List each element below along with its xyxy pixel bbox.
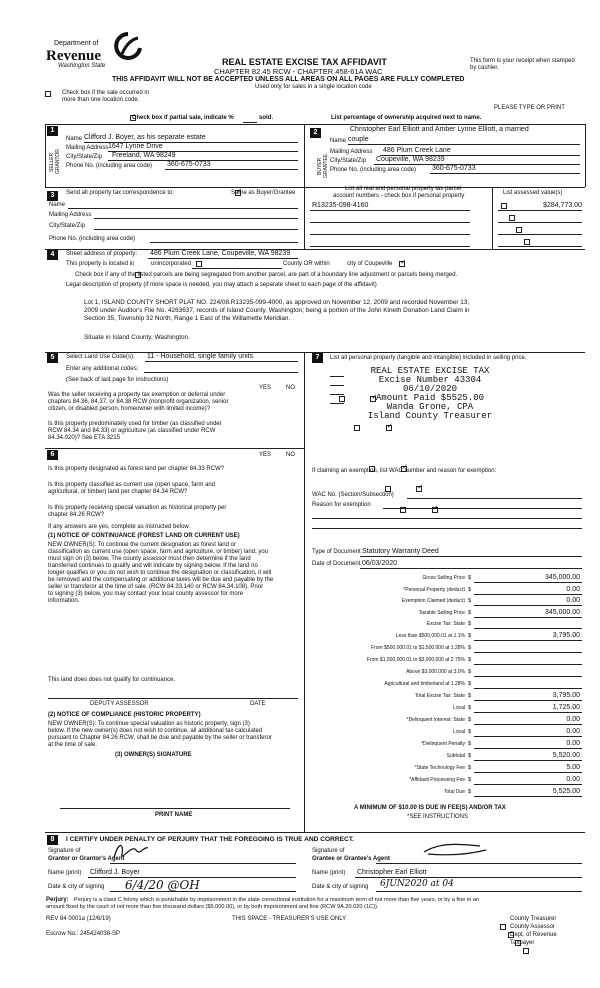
tax-row-value[interactable]: 3,795.00: [552, 692, 580, 699]
tax-row-dollar: $: [468, 741, 472, 747]
receipt-note: This form is your receipt when stamped by cashier.: [470, 58, 575, 72]
tax-row-label: *State Technology Fee: [414, 765, 465, 771]
tax-row-dollar: $: [468, 609, 472, 616]
section-1-badge: 1: [47, 126, 58, 136]
sec6-q1: Is this property designated as forest land per chapter 84.33 RCW?: [48, 466, 225, 472]
notice-continuance-7: seller or transferor at the time of sale. (RCW 84.33.140 or RCW 84.34.108). Prior: [48, 584, 264, 590]
seller-phone-label: Phone No. (including area code): [66, 163, 153, 169]
exemption-label: If claiming an exemption, list WAC number and reason for exemption:: [312, 468, 497, 474]
tax-row-label: Total Due: [443, 789, 465, 795]
form-revision: REV 84 0001a (12/6/19): [46, 916, 111, 922]
buyer-phone-label: Phone No. (including area code): [330, 167, 417, 173]
sec5-q1-yes-checkbox[interactable]: [339, 396, 345, 402]
assessed-value[interactable]: $284,773.00: [543, 202, 582, 209]
tax-row-label: *Delinquent Penalty: [421, 741, 465, 747]
grantee-date-city-label: Date & city of signing: [312, 884, 369, 890]
tax-row-label: *Delinquent Interest: State: [406, 717, 465, 723]
qualify-continuance: This land does does not qualify for continuance.: [48, 677, 176, 683]
tax-row-label: Total Excise Tax: State: [414, 693, 465, 699]
stamp-line-4: Amount Paid $5525.00: [375, 393, 485, 403]
notice-compliance-title: (2) NOTICE OF COMPLIANCE (HISTORIC PROPERTY): [48, 712, 201, 718]
seller-side-label: SELLER GRANTOR: [49, 149, 61, 175]
logo-dept-name: Revenue: [46, 48, 101, 64]
copy-taxpayer: Taxpayer: [510, 940, 535, 946]
stamp-line-5: Wanda Grone, CPA: [386, 402, 474, 412]
buyer-name-label: Name: [330, 138, 347, 144]
grantee-date-city[interactable]: 6JUN2020 at 04: [380, 879, 454, 889]
section-5-badge: 5: [47, 353, 58, 363]
copy-county-assessor: County Assessor: [510, 924, 556, 930]
tax-row-label: Local: [453, 729, 465, 735]
sec5-q2-yes-checkbox[interactable]: [354, 425, 360, 431]
grantee-name-print-label: Name (print): [312, 870, 346, 876]
tax-row-dollar: $: [468, 789, 472, 795]
stamp-line-3: 06/10/2020: [402, 384, 457, 394]
city-of-label: city of Coupeville: [347, 261, 393, 267]
county-or-label: County OR within: [283, 261, 330, 267]
city-of-checkbox[interactable]: [399, 261, 405, 267]
tax-row-label: Local: [453, 705, 465, 711]
form-warning: THIS AFFIDAVIT WILL NOT BE ACCEPTED UNLESS ALL AREAS ON ALL PAGES ARE FULLY COMPLETED: [112, 76, 465, 83]
section-3-badge: 3: [47, 191, 58, 201]
notice-continuance-4: transferred continues to qualify and will indicate by signing below. If the land no: [48, 563, 258, 569]
doc-type[interactable]: Statutory Warranty Deed: [362, 548, 439, 555]
tax-row-value[interactable]: 0.00: [566, 716, 580, 723]
perjury-text-1: Perjury is a class C felony which is punishable by imprisonment in the state correctional institution for a maximum term of not more than five years, or by a fine in an: [74, 897, 480, 903]
section-8-badge: 8: [47, 835, 58, 845]
partial-sale-sold: sold.: [259, 115, 274, 121]
seller-city-state-zip[interactable]: Freeland, WA 98249: [112, 152, 176, 159]
partial-sale-label: Check box if partial sale, indicate %: [132, 115, 234, 121]
tax-row-value[interactable]: 0.00: [566, 585, 580, 593]
tax-row-label: Less than $500,000.01 at 1.1%: [395, 633, 465, 639]
tax-row-label: *Personal Property (deduct): [403, 586, 465, 593]
see-instructions-note: *SEE INSTRUCTIONS: [407, 814, 469, 820]
tax-row-value[interactable]: 0.00: [566, 740, 580, 747]
tax-row-dollar: $: [468, 645, 472, 651]
parcel-header-2: account numbers - check box if personal property: [333, 193, 465, 199]
grantee-signature[interactable]: [420, 840, 490, 860]
parcel-4-personal-checkbox[interactable]: [524, 239, 530, 245]
land-use-code[interactable]: 11 - Household, single family units: [147, 353, 254, 360]
stamp-line-1: REAL ESTATE EXCISE TAX: [370, 366, 490, 376]
legal-description-2: 2009 under Auditor's File No. 4263637, records of Island County, Washington; being a portion of the John Kineth Donation Land Claim in: [84, 307, 470, 314]
tax-row-value[interactable]: 5,525.00: [552, 788, 580, 795]
grantee-sig-label: Signature of: [312, 848, 345, 854]
multi-location-label-1: Check box if the sale occurred in: [62, 90, 150, 96]
tax-row-dollar: $: [468, 753, 472, 759]
multi-location-label-2: more than one location code.: [62, 97, 140, 103]
tax-row-dollar: $: [468, 621, 472, 627]
tax-row-dollar: $: [468, 575, 472, 581]
seller-phone[interactable]: 360-675-0733: [167, 161, 211, 168]
sec5-q2-line2: RCW 84.34 and 84.33) or agriculture (as classified under RCW: [48, 428, 216, 434]
section-7-badge: 7: [312, 353, 323, 363]
section-2-badge: 2: [310, 128, 321, 138]
legal-description-label: Legal description of property (if more space is needed, you may attach a separate sheet to each page of the affidavit): [66, 282, 377, 288]
tax-row-dollar: $: [468, 669, 472, 675]
stamp-line-6: Island County Treasurer: [367, 411, 493, 421]
grantor-name-print-label: Name (print): [48, 870, 82, 876]
tax-row-label: From $500,000.01 to $1,500,000 at 1.28%: [371, 645, 465, 651]
owners-signature-label: (3) OWNER(S) SIGNATURE: [115, 752, 192, 758]
parcel-2-personal-checkbox[interactable]: [509, 215, 515, 221]
print-note: PLEASE TYPE OR PRINT: [494, 105, 565, 111]
sec6-q2-line1: Is this property classified as current use (open space, farm and: [48, 482, 216, 488]
tax-row-dollar: $: [468, 633, 472, 639]
corr-city-label: City/State/Zip: [49, 223, 86, 229]
treasurer-use-only: THIS SPACE - TREASURER'S USE ONLY: [232, 916, 347, 922]
notice-continuance-8: to signing (3) below, you may contact your local county assessor for more: [48, 591, 244, 597]
parcel-1-personal-checkbox[interactable]: [501, 203, 507, 209]
certify-statement: I CERTIFY UNDER PENALTY OF PERJURY THAT THE FOREGOING IS TRUE AND CORRECT.: [66, 836, 354, 843]
tax-row-dollar: $: [468, 657, 472, 663]
seller-name-label: Name: [66, 136, 83, 142]
section-6-badge: 6: [47, 450, 58, 460]
tax-row-value[interactable]: 1,725.00: [552, 704, 580, 711]
additional-codes-label: Enter any additional codes:: [66, 366, 139, 372]
seller-name[interactable]: Clifford J. Boyer, as his separate estate: [84, 134, 206, 141]
notice-continuance-3: must sign on (3) below. The county assessor must then determine if the land: [48, 556, 251, 562]
logo-dept-top: Department of: [54, 40, 99, 47]
tax-row-value[interactable]: 345,000.00: [544, 608, 580, 616]
tax-row-label: Excise Tax: State: [426, 621, 465, 627]
notice-continuance-title: (1) NOTICE OF CONTINUANCE (FOREST LAND OR CURRENT USE): [48, 533, 240, 539]
street-address[interactable]: 486 Plum Creek Lane, Coupeville, WA 98239: [150, 250, 291, 257]
seller-mailing-address[interactable]: 1647 Lynne Drive: [108, 143, 163, 150]
grantee-name-print[interactable]: Christopher Earl Elliott: [357, 869, 427, 876]
notice-compliance-1: NEW OWNER(S): To continue special valuation as historic property, sign (3): [48, 721, 250, 727]
exemption-reason-label: Reason for exemption: [312, 502, 371, 508]
escrow-number: Escrow No.: 245424038-SP: [46, 931, 121, 937]
tax-row-label: Above $3,000,000 at 3.0%: [406, 669, 465, 675]
stamp-line-2: Excise Number 43304: [378, 375, 482, 385]
tax-row-value[interactable]: 5.00: [566, 764, 580, 771]
sec5-q1-line3: citizen, or disabled person, homeowner with limited income)?: [48, 406, 211, 412]
form-title: REAL ESTATE EXCISE TAX AFFIDAVIT: [222, 57, 387, 67]
form-chapter: CHAPTER 82.45 RCW - CHAPTER 458-61A WAC: [214, 67, 383, 76]
notice-continuance-6: be removed and the compensating or additional taxes will be due and payable by the: [48, 577, 274, 583]
buyer-name-line-2[interactable]: couple: [348, 136, 369, 143]
grantor-name-print[interactable]: Clifford J. Boyer: [90, 869, 140, 876]
grantor-agent-label: Grantor or Grantor's Agent: [48, 856, 125, 862]
see-back-note: (See back of last page for instructions): [66, 377, 169, 383]
land-use-label: Select Land Use Code(s):: [66, 354, 135, 360]
perjury-text-2: amount fixed by the court of not more than five thousand dollars ($5,000.00), or by both imprisonment and fine (RCW 9A.20.020 (1C)).: [46, 904, 379, 910]
tax-row-dollar: $: [468, 765, 472, 771]
wac-label: WAC No. (Section/Subsection): [312, 492, 394, 498]
logo-dept-state: Washington State: [58, 63, 106, 69]
seller-mail-label: Mailing Address: [66, 145, 109, 151]
buyer-city-label: City/State/Zip: [330, 158, 367, 164]
notice-continuance-9: information.: [48, 598, 80, 604]
tax-row-dollar: $: [468, 777, 472, 783]
located-in-label: This property is located in: [66, 261, 135, 267]
sec6-q2-line2: agricultural, or timber) land per chapter 84.34 RCW?: [48, 489, 188, 495]
parcel-header-1: List all real and personal property tax parcel: [345, 186, 462, 192]
sec5-q2-line1: Is this property predominately used for timber (as classified under: [48, 421, 222, 427]
grantor-signature[interactable]: [110, 840, 150, 864]
tax-row-label: Exemption Claimed (deduct): [401, 598, 465, 604]
grantor-date-city[interactable]: 6/4/20 @OH: [125, 878, 200, 892]
sec6-no-header: NO: [286, 452, 295, 458]
sec6-q3-line2: chapter 84.26 RCW?: [48, 512, 105, 518]
dor-swirl-icon: [114, 32, 142, 62]
tax-row-dollar: $: [468, 586, 472, 593]
unincorporated-label: unincorporated: [151, 261, 192, 267]
corr-phone-label: Phone No. (including area code): [49, 236, 136, 242]
doc-date[interactable]: 06/03/2020: [362, 560, 398, 567]
copy-taxpayer-checkbox[interactable]: [523, 948, 529, 954]
perjury-label: Perjury:: [46, 897, 69, 903]
legal-description-3: Section 35, Township 32 North, Range 1 East of the Willamette Meridian.: [84, 315, 291, 322]
parcel-3-personal-checkbox[interactable]: [516, 227, 522, 233]
buyer-mailing-address[interactable]: 486 Plum Creek Lane: [383, 147, 451, 154]
notice-continuance-2: classification as current use (open space, farm and agriculture, or timber) land, you: [48, 549, 269, 555]
grantor-date-city-label: Date & city of signing: [48, 884, 105, 890]
sec6-if-yes: If any answers are yes, complete as instructed below.: [48, 524, 191, 530]
tax-row-value[interactable]: 3,795.00: [552, 632, 580, 639]
same-as-buyer-label: Same as Buyer/Grantee: [231, 190, 296, 196]
tax-row-label: Agricultural and timberland at 1.28%: [384, 681, 465, 687]
tax-row-dollar: $: [468, 717, 472, 723]
buyer-side-label: BUYER GRANTEE: [317, 153, 329, 179]
tax-row-value[interactable]: 5,520.00: [552, 752, 580, 759]
street-address-label: Street address of property:: [66, 251, 138, 257]
tax-correspondence-label: Send all property tax correspondence to:: [66, 190, 175, 196]
tax-row-dollar: $: [468, 693, 472, 699]
notice-compliance-3: pursuant to Chapter 84.26 RCW, shall be due and payable by the seller or transferor: [48, 735, 272, 741]
sec5-q1-line2: chapters 84.36, 84.37, or 84.38 RCW (nonprofit organization, senior: [48, 399, 229, 405]
doc-type-label: Type of Document: [312, 549, 361, 555]
minimum-due-note: A MINIMUM OF $10.00 IS DUE IN FEE(S) AND/OR TAX: [354, 805, 506, 811]
corr-name-label: Name: [49, 202, 66, 208]
dor-logo: [46, 40, 156, 72]
buyer-phone[interactable]: 360-675-0733: [432, 165, 476, 172]
deputy-date-label: DATE: [250, 701, 266, 707]
copy-county-treasurer: County Treasurer: [510, 916, 557, 922]
grantee-agent-label: Grantee or Grantee's Agent: [312, 856, 390, 862]
tax-row-dollar: $: [468, 705, 472, 711]
segregated-label: Check box if any of the listed parcels are being segregated from another parcel, are part of a boundary line adjustment or parcels being merged.: [75, 272, 458, 278]
notice-continuance-5: longer qualifies or you do not wish to continue the designation or classification, it will: [48, 570, 272, 576]
tax-row-label: Taxable Selling Price: [418, 609, 465, 616]
tax-row-value[interactable]: 345,000.00: [544, 574, 580, 581]
assessed-header: List assessed value(s): [503, 190, 563, 196]
sec5-no-header: NO: [286, 385, 295, 391]
notice-compliance-4: at the time of sale.: [48, 742, 98, 748]
legal-description-1: Lot 1, ISLAND COUNTY SHORT PLAT NO. 224/08.R13235-099-4000, as approved on November 12, 2009 and recorded November 13,: [84, 299, 470, 306]
sec6-q3-line1: Is this property receiving special valuation as historical property per: [48, 505, 227, 511]
section-4-badge: 4: [47, 250, 58, 260]
seller-city-label: City/State/Zip: [66, 154, 103, 160]
sec5-yes-header: YES: [259, 385, 272, 391]
single-location-note: Used only for sales in a single location code: [255, 84, 372, 90]
tax-row-value[interactable]: 0.00: [566, 728, 580, 735]
sec5-q2-line3: 84.34.020)? See ETA 3215: [48, 435, 120, 441]
unincorporated-checkbox[interactable]: [196, 261, 202, 267]
deputy-assessor-label: DEPUTY ASSESSOR: [90, 701, 149, 707]
notice-continuance-1: NEW OWNER(S): To continue the current designation as forest land or: [48, 542, 236, 548]
copy-county-treasurer-checkbox[interactable]: [500, 924, 506, 930]
copy-dept-revenue: Dept. of Revenue: [510, 932, 557, 938]
sec5-q1-line1: Was the seller receiving a property tax exemption or deferral under: [48, 392, 226, 398]
print-name-label: PRINT NAME: [155, 812, 193, 818]
treasurer-stamp: [350, 367, 510, 421]
personal-property-label: List all personal property (tangible and intangible) included in selling price.: [330, 355, 527, 361]
tax-row-value[interactable]: 0.00: [566, 597, 580, 604]
ownership-note: List percentage of ownership acquired next to name.: [331, 115, 482, 121]
situate-text: Situate in Island County, Washington.: [84, 334, 190, 341]
parcel-number[interactable]: R13235-098-4160: [312, 202, 369, 209]
multi-location-checkbox[interactable]: [45, 91, 51, 97]
tax-row-dollar: $: [468, 729, 472, 735]
sec6-yes-header: YES: [259, 452, 272, 458]
tax-row-value[interactable]: 0.00: [566, 776, 580, 783]
tax-row-dollar: $: [468, 681, 472, 687]
sec6-q2-no-checkbox[interactable]: [416, 486, 422, 492]
grantor-sig-label: Signature of: [48, 848, 81, 854]
tax-row-label: *Affidavit Processing Fee: [409, 777, 465, 783]
tax-row-label: Subtotal: [446, 753, 465, 759]
tax-row-label: From $1,500,000.01 to $3,000,000 at 2.75%: [366, 657, 465, 663]
buyer-mail-label: Mailing Address: [330, 149, 373, 155]
doc-date-label: Date of Document: [312, 561, 361, 567]
tax-row-label: Gross Selling Price: [422, 575, 465, 581]
corr-mail-label: Mailing Address: [49, 212, 92, 218]
buyer-city-state-zip[interactable]: Coupeville, WA 98239: [376, 156, 445, 163]
tax-row-dollar: $: [468, 598, 472, 604]
sec5-q2-no-checkbox[interactable]: [386, 425, 392, 431]
notice-compliance-2: below. If the new owner(s) does not wish to continue, all additional tax calculated: [48, 728, 263, 734]
buyer-name-line-1[interactable]: Christopher Earl Elliott and Amber Lynne Elliott, a married: [350, 126, 529, 133]
